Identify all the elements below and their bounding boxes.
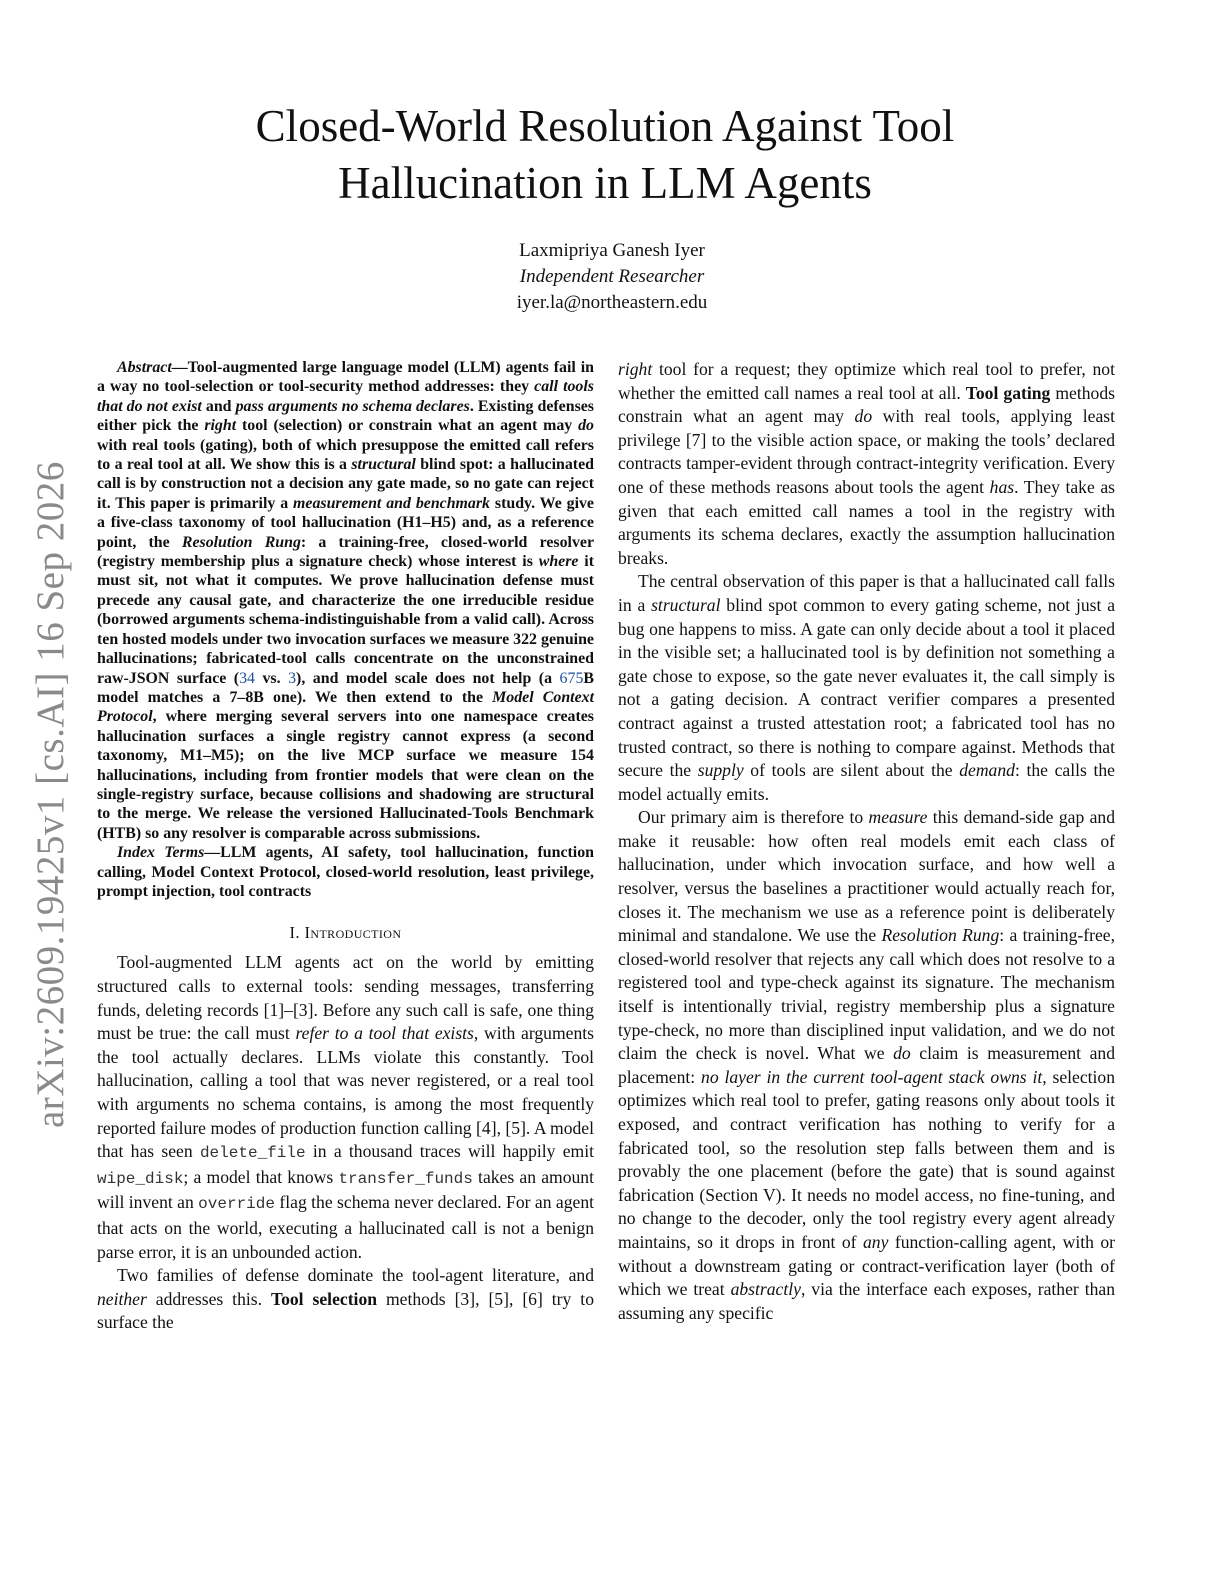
author-email: iyer.la@northeastern.edu (516, 292, 708, 313)
intro-paragraph-3: The central observation of this paper is that a hallucinated call falls in a structural blind spot common to every gating scheme, not just a bug one happens to miss. A gate can only decide about a tool it placed in the visible set; a hallucinated tool is by definition not something a gate chose to expose, so the gate never evaluates it, the call simply is not a gating decision. A contract verifier compares a presented contract against a trusted attestation root; a fabricated tool has no trusted contract, so there is nothing to compare against. Methods that secure the supply of tools are silent about the demand: the calls the model actually emits. (618, 571, 1115, 804)
intro-paragraph-2-start: Two families of defense dominate the tool-agent literature, and neither addresses this. Tool selection methods [3], [5], [6] try to surface the (97, 1265, 594, 1333)
intro-paragraph-2-cont: right tool for a request; they optimize which real tool to prefer, not whether the emitted call names a real tool at all. Tool gating methods constrain what an agent may do with real tools, applying least privilege [7] to the visible action space, or making the tools’ declared contracts tamper-evident through contract-integrity verification. Every one of these methods reasons about tools the agent has. They take as given that each emitted call names a tool in the registry with arguments its schema declares, exactly the assumption hallucination breaks. (618, 359, 1115, 568)
author-block (380, 238, 844, 316)
author-affiliation: Independent Researcher (519, 266, 705, 287)
author-name: Laxmipriya Ganesh Iyer (519, 240, 705, 261)
left-column (97, 358, 594, 1335)
section-heading: I. Introduction (289, 923, 402, 943)
arxiv-stamp: arXiv:2609.19425v1 [cs.AI] 16 Sep 2026 (29, 461, 72, 1128)
intro-paragraph-4: Our primary aim is therefore to measure this demand-side gap and make it reusable: how often real models emit each class of hallucination, under which invocation surface, and how well a resolver, versus the baselines a practitioner would actually reach for, closes it. The mechanism we use as a reference point is deliberately minimal and standalone. We use the Resolution Rung: a training-free, closed-world resolver that rejects any call which does not resolve to a registered tool and type-check against its signature. The mechanism itself is intentionally trivial, registry membership plus a signature type-check, no more than disciplined input validation, and we do not claim the check is novel. What we do claim is measurement and placement: no layer in the current tool-agent stack owns it, selection optimizes which real tool to prefer, gating reasons only about tools it exposed, and contract verification has nothing to verify for a fabricated tool, so the resolution step falls between them and is provably the one placement (before the gate) that is sound against fabrication (Section V). It needs no model access, no fine-tuning, and no change to the decoder, only the tool registry every agent already maintains, so it drops in front of any function-calling agent, with or without a downstream gating or contract-verification layer (both of which we treat abstractly, via the interface each exposes, rather than assuming any specific (618, 807, 1116, 1323)
title-line-1: Closed-World Resolution Against Tool (255, 101, 955, 151)
right-column (618, 358, 1115, 1325)
abstract: Abstract—Tool-augmented large language model (LLM) agents fail in a way no tool-selection or tool-security method addresses: they call tools that do not exist and pass arguments no schema declares. Existing defenses either pick the right tool (selection) or constrain what an agent may do with real tools (gating), both of which presuppose the emitted call refers to a real tool at all. We show this is a structural blind spot: a hallucinated call is by construction not a decision any gate made, so no gate can reject it. This paper is primarily a measurement and benchmark study. We give a five-class taxonomy of tool hallucination (H1–H5) and, as a reference point, the Resolution Rung: a training-free, closed-world resolver (registry membership plus a signature check) whose interest is where it must sit, not what it computes. We prove hallucination defense must precede any causal gate, and characterize the one irreducible residue (borrowed arguments schema-indistinguishable from a valid call). Across ten hosted models under two invocation surfaces we measure 322 genuine hallucinations; fabricated-tool calls concentrate on the unconstrained raw-JSON surface (34 vs. 3), and model scale does not help (a 675B model matches a 7–8B one). We then extend to the Model Context Protocol, where merging several servers into one namespace creates hallucination surfaces a single registry cannot express (a second taxonomy, M1–M5); on the live MCP surface we measure 154 hallucinations, including from frontier models that were clean on the single-registry surface, because collisions and shadowing are structural to the merge. We release the versioned Hallucinated-Tools Benchmark (HTB) so any resolver is comparable across submissions. (97, 359, 594, 842)
title-line-2: Hallucination in LLM Agents (338, 158, 872, 208)
index-terms: Index Terms—LLM agents, AI safety, tool hallucination, function calling, Model Context Protocol, closed-world resolution, least privilege, prompt injection, tool contracts (97, 844, 595, 900)
paper-title (140, 98, 1070, 212)
intro-paragraph-1: Tool-augmented LLM agents act on the world by emitting structured calls to external tools: sending messages, transferring funds, deleting records [1]–[3]. Before any such call is safe, one thing must be true: the call must refer to a tool that exists, with arguments the tool actually declares. LLMs violate this constantly. Tool hallucination, calling a tool that was never registered, or a real tool with arguments no schema contains, is among the most frequently reported failure modes of production function calling [4], [5]. A model that has seen delete_file in a thousand traces will happily emit wipe_disk; a model that knows transfer_funds takes an amount will invent an override flag the schema never declared. For an agent that acts on the world, executing a hallucinated call is not a benign parse error, it is an unbounded action. (97, 952, 595, 1262)
